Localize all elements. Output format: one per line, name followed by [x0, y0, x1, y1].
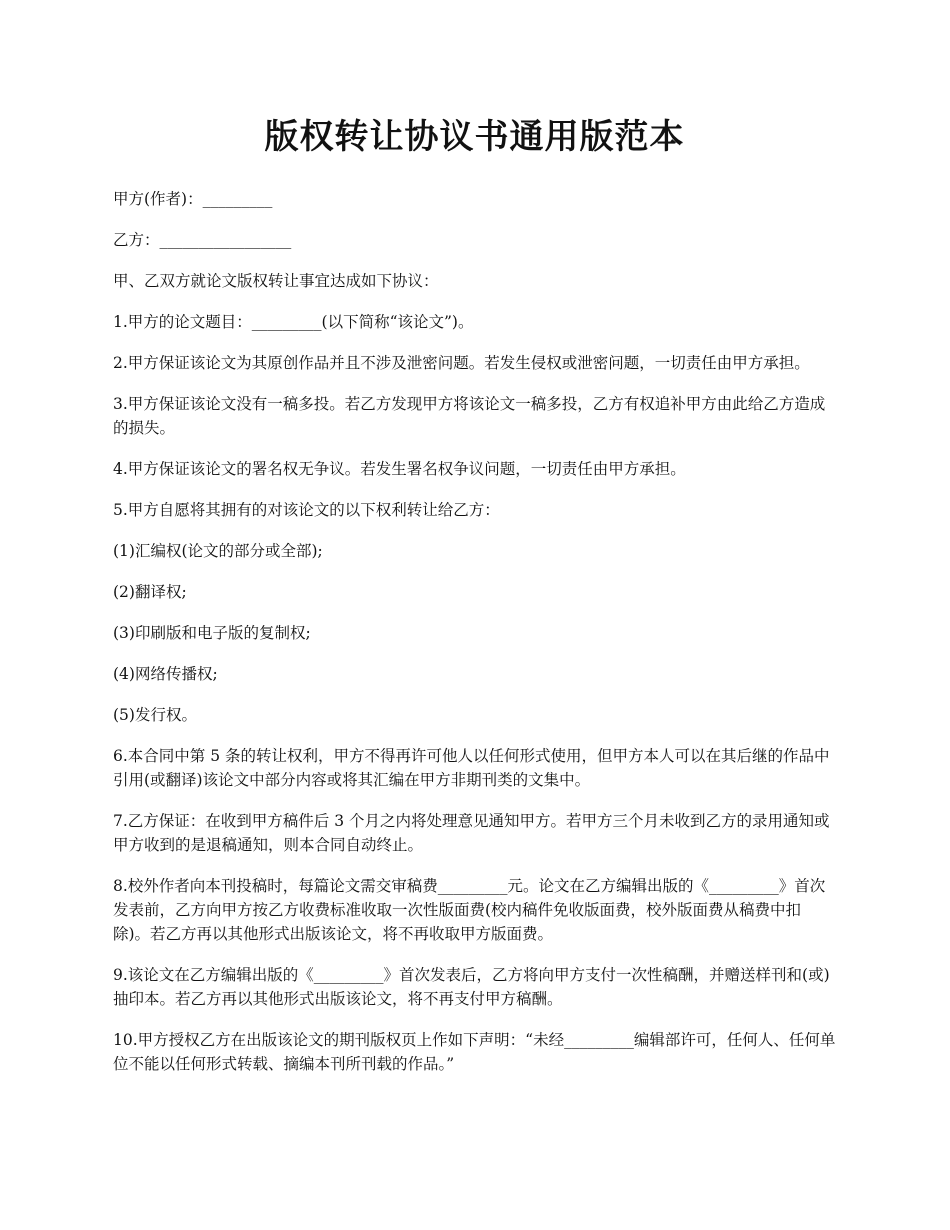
- clause-9: 9.该论文在乙方编辑出版的《_________》首次发表后，乙方将向甲方支付一次性稿酬，并赠送样刊和(或)抽印本。若乙方再以其他形式出版该论文，将不再支付甲方稿酬。: [113, 966, 830, 1008]
- clause-5-item-5: (5)发行权。: [113, 706, 197, 724]
- clause-3: 3.甲方保证该论文没有一稿多投。若乙方发现甲方将该论文一稿多投，乙方有权追补甲方由此给乙方造成的损失。: [113, 395, 826, 437]
- clause-5-item-2: (2)翻译权;: [113, 583, 187, 601]
- clause-10: 10.甲方授权乙方在出版该论文的期刊版权页上作如下声明：“未经_________编辑部许可，任何人、任何单位不能以任何形式转载、摘编本刊所刊载的作品。”: [113, 1031, 836, 1073]
- clause-5-item-4: (4)网络传播权;: [113, 665, 218, 683]
- clause-1: 1.甲方的论文题目：_________(以下简称“该论文”)。: [113, 313, 474, 331]
- document-body: [113, 187, 836, 1076]
- party-a-line: 甲方(作者)：_________: [113, 190, 273, 208]
- clause-5-item-3: (3)印刷版和电子版的复制权;: [113, 624, 311, 642]
- clause-5: 5.甲方自愿将其拥有的对该论文的以下权利转让给乙方：: [113, 501, 500, 519]
- clause-2: 2.甲方保证该论文为其原创作品并且不涉及泄密问题。若发生侵权或泄密问题，一切责任由甲方承担。: [113, 354, 810, 372]
- party-b-line: 乙方：_________________: [113, 231, 292, 249]
- agreement-intro: 甲、乙双方就论文版权转让事宜达成如下协议：: [113, 272, 439, 290]
- clause-5-item-1: (1)汇编权(论文的部分或全部);: [113, 542, 323, 560]
- clause-6: 6.本合同中第 5 条的转让权利，甲方不得再许可他人以任何形式使用，但甲方本人可以在其后继的作品中引用(或翻译)该论文中部分内容或将其汇编在甲方非期刊类的文集中。: [113, 747, 830, 789]
- clause-4: 4.甲方保证该论文的署名权无争议。若发生署名权争议问题，一切责任由甲方承担。: [113, 460, 686, 478]
- clause-8: 8.校外作者向本刊投稿时，每篇论文需交审稿费_________元。论文在乙方编辑出版的《_________》首次发表前，乙方向甲方按乙方收费标准收取一次性版面费(校内稿件免收版面费，校外版面费从稿费中扣除)。若乙方再以其他形式出版该论文，将不再收取甲方版面费。: [113, 877, 826, 943]
- clause-7: 7.乙方保证：在收到甲方稿件后 3 个月之内将处理意见通知甲方。若甲方三个月未收到乙方的录用通知或甲方收到的是退稿通知，则本合同自动终止。: [113, 812, 830, 854]
- document-title: 版权转让协议书通用版范本: [264, 117, 685, 157]
